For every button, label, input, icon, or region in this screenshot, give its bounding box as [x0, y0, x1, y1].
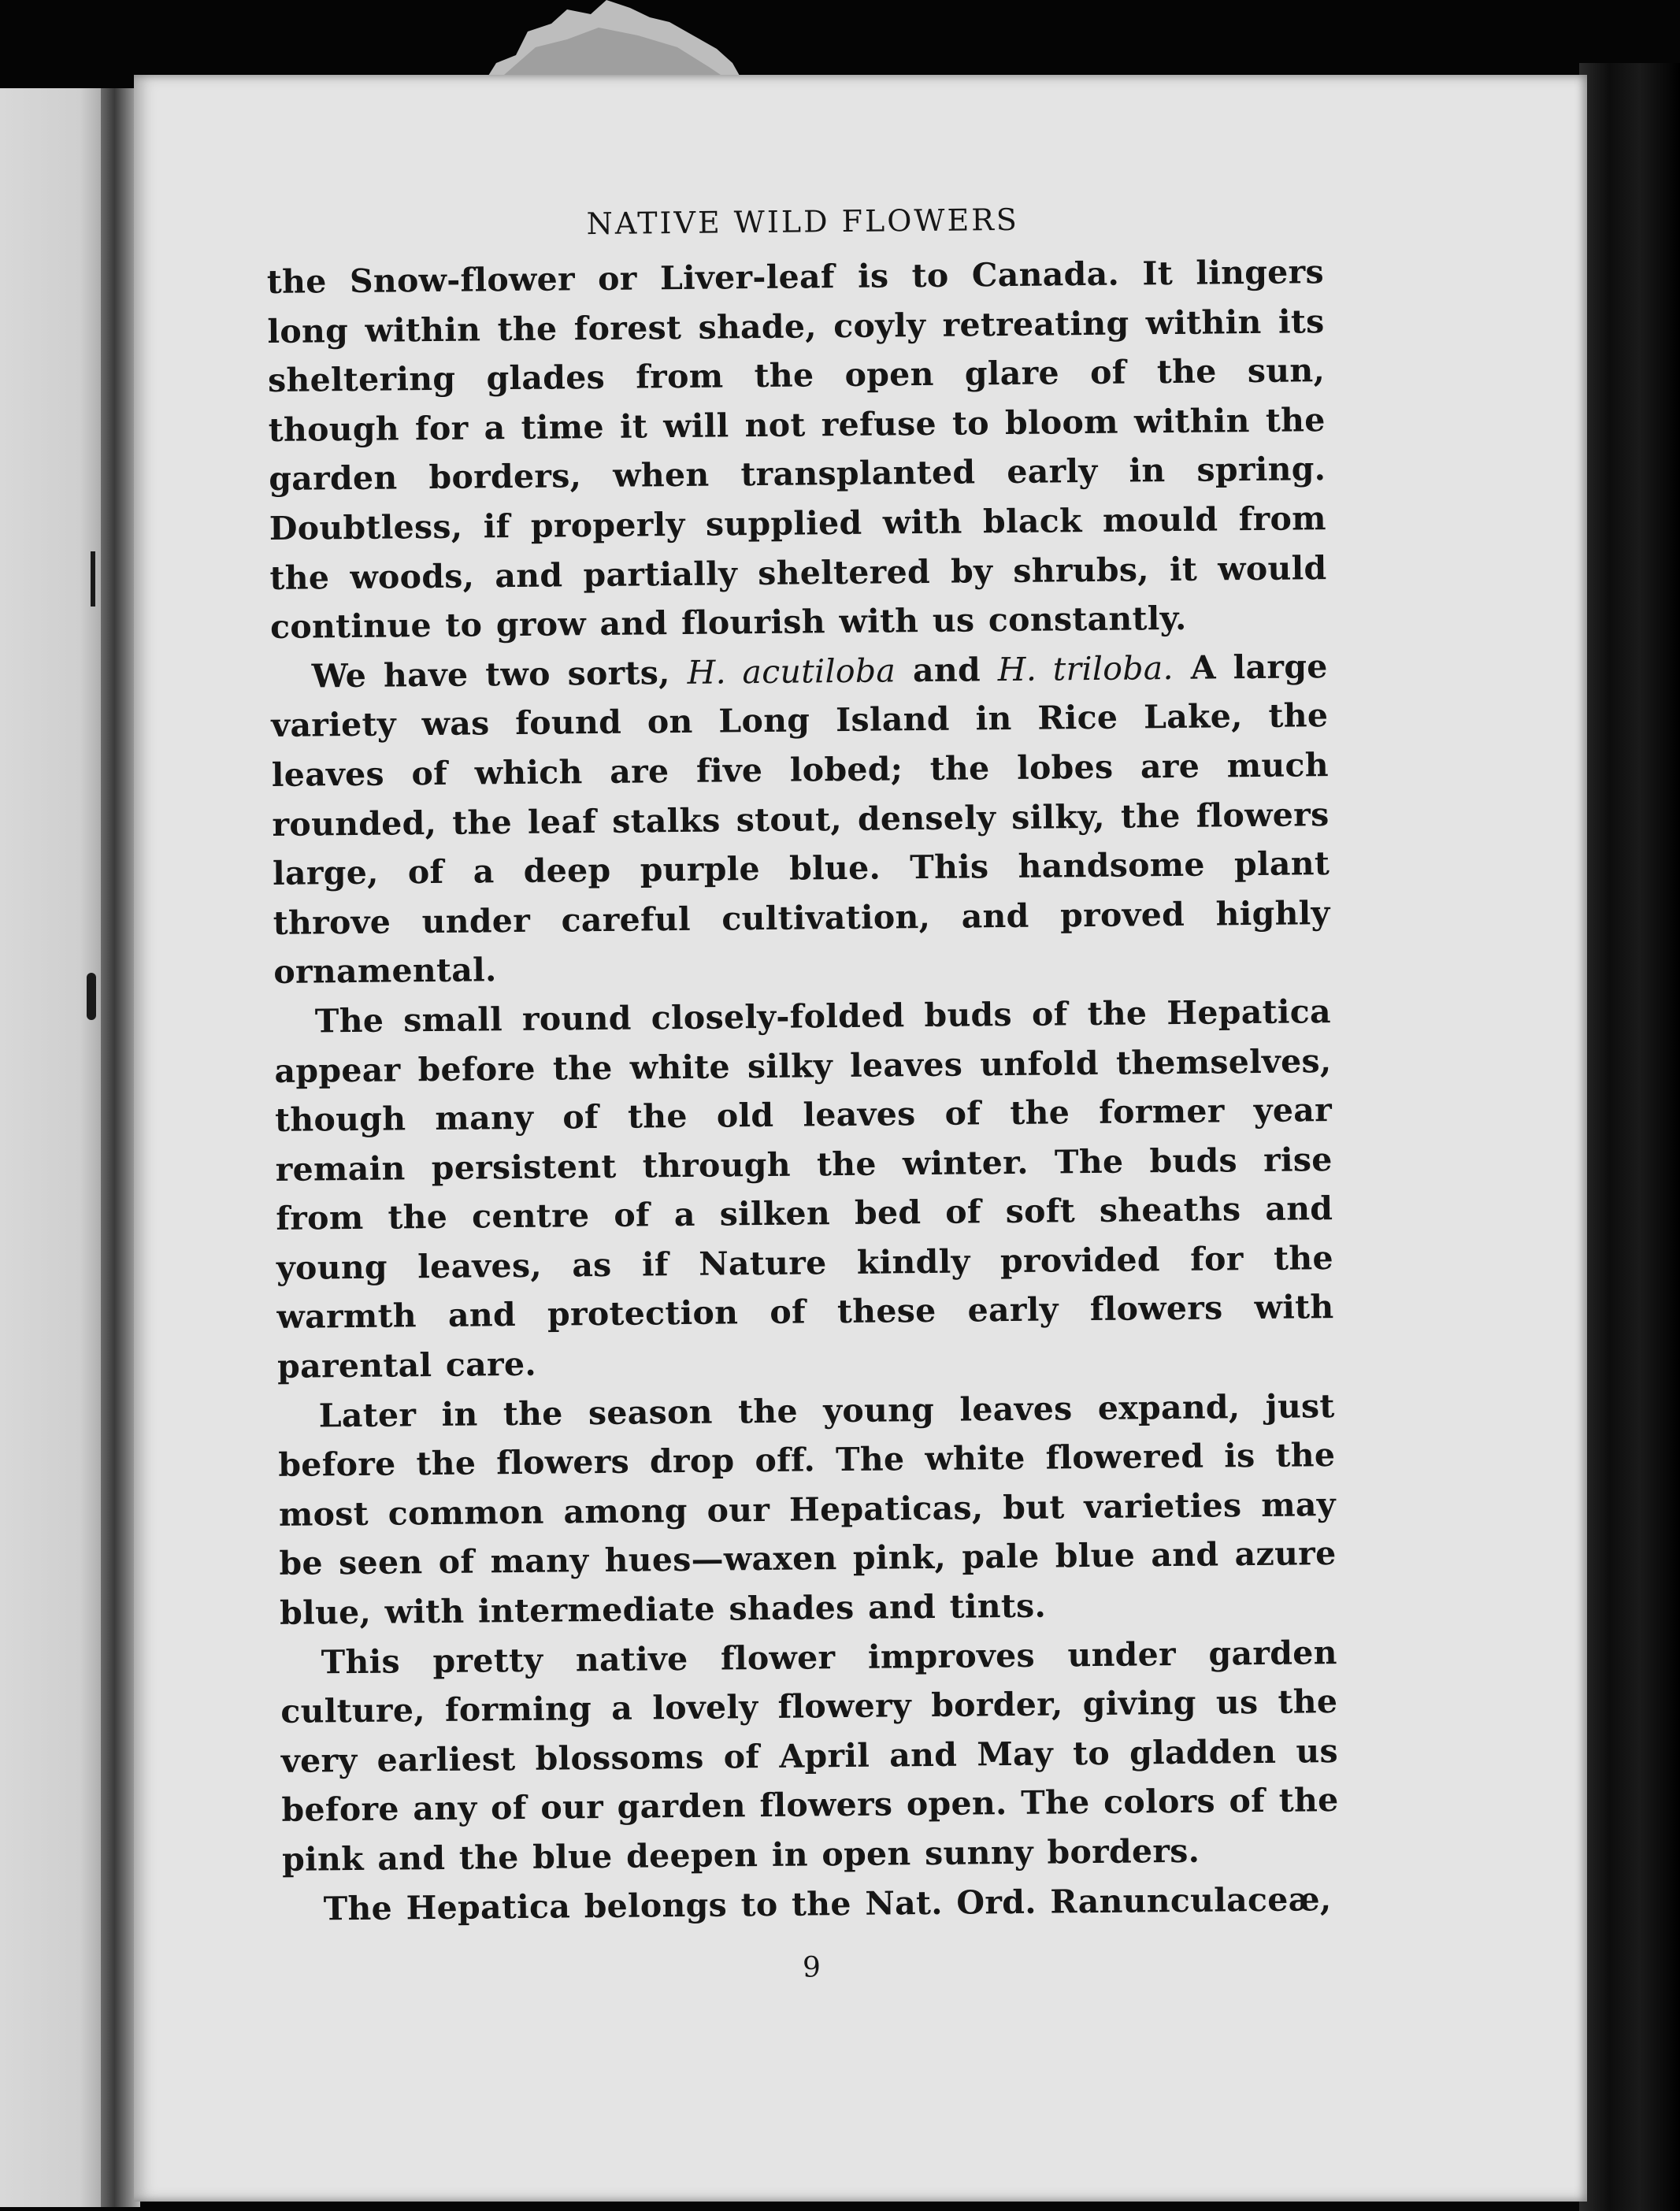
- paragraph-text: We have two sorts,: [311, 653, 688, 696]
- paragraph-text: This pretty native flower improves under garden culture, forming a lovely flowery border, giving us the very earliest blossoms of April and May to gladden us before any of our garden flowers open. The colors of the pink and the blue deepen in open sunny borders.: [280, 1633, 1339, 1879]
- paragraph: [282, 1875, 1340, 1934]
- book-page: [134, 75, 1587, 2202]
- text-block: [267, 247, 1340, 1934]
- page-number: 9: [802, 1951, 821, 1984]
- paragraph-text: A large variety was found on Long Island in Rice Lake, the leaves of which are five lobed; the lobes are much rounded, the leaf stalks stout, densely silky, the flowers large, of a deep purple blue. This handsome plant throve under careful cultivation, and proved highly ornamental.: [271, 647, 1330, 992]
- paragraph-text: The Hepatica belongs to the Nat. Ord. Ranunculaceæ,: [323, 1879, 1332, 1927]
- paragraph-text: and: [895, 650, 999, 690]
- margin-mark: [91, 551, 95, 607]
- margin-mark: [87, 973, 96, 1020]
- paragraph: [280, 1628, 1339, 1885]
- paragraph-text: Later in the season the young leaves expand, just before the flowers drop off. The white flowered is the most common among our Hepaticas, but varieties may be seen of many hues—waxen pink, pale blue and azure blue, with intermediate shades and tints.: [278, 1386, 1337, 1632]
- left-page-edge: [0, 88, 114, 2207]
- paragraph: [267, 247, 1328, 652]
- paragraph: [270, 642, 1330, 997]
- running-head: NATIVE WILD FLOWERS: [586, 202, 1020, 242]
- book-cover-edge: [1579, 63, 1680, 2211]
- page-body: [266, 197, 1341, 1997]
- paragraph-text: the Snow-flower or Liver-leaf is to Canada. It lingers long within the forest shade, coyly retreating within its sheltering glades from the open glare of the sun, though for a time it will not refuse to bloom within the garden borders, when transplanted early in spring. Doubtless, if properly supplied with black mould from the woods, and partially sheltered by shrubs, it would continue to grow and flourish with us constantly.: [266, 253, 1327, 647]
- italic-text: H. triloba.: [997, 648, 1174, 688]
- paragraph: [277, 1382, 1337, 1638]
- italic-text: H. acutiloba: [687, 651, 896, 692]
- paragraph: [274, 987, 1335, 1392]
- paragraph-text: The small round closely-folded buds of the Hepatica appear before the white silky leaves unfold themselves, though many of the old leaves of the former year remain persistent through the winter. The buds rise from the centre of a silken bed of soft sheaths and young leaves, as if Nature kindly provided for the warmth and protection of these early flowers with parental care.: [274, 992, 1334, 1386]
